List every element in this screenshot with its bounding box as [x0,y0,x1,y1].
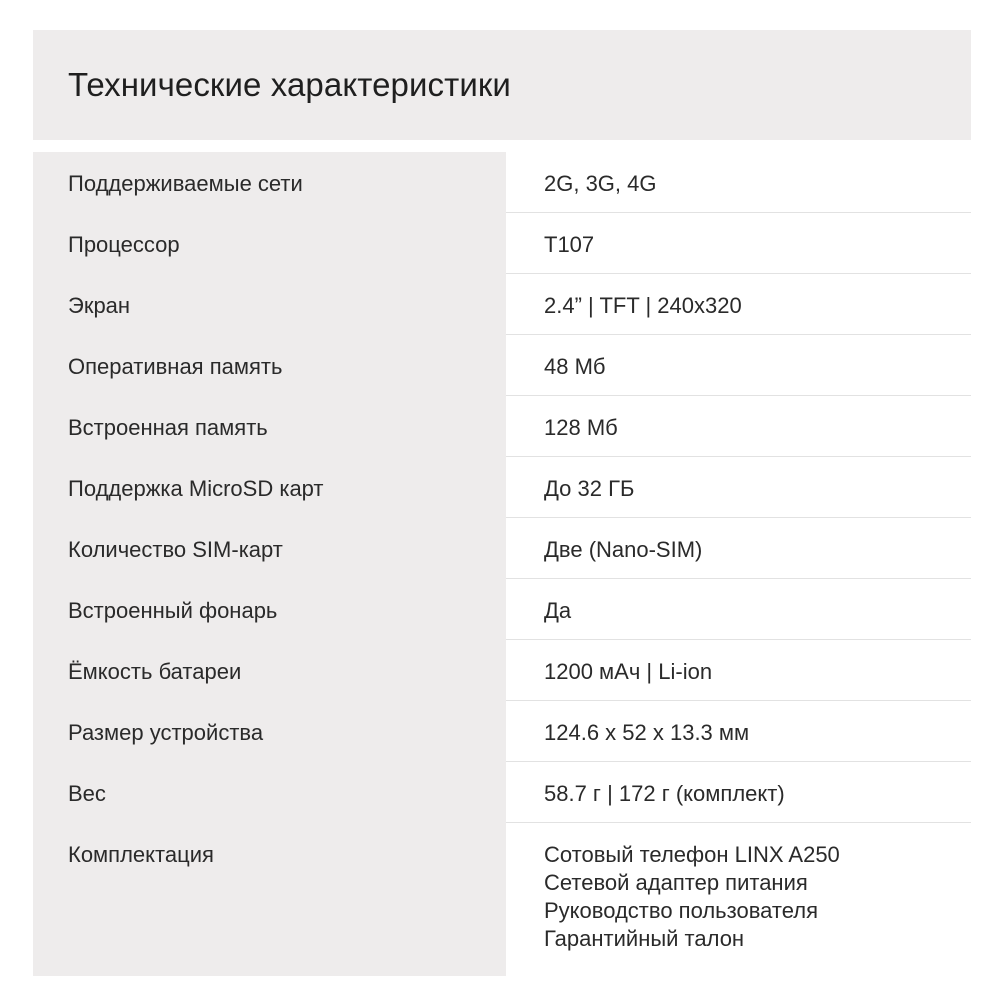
spec-value: 128 Мб [506,396,971,457]
spec-label: Встроенная память [68,415,268,440]
spec-value: 2.4” | TFT | 240x320 [506,274,971,335]
spec-label: Ёмкость батареи [68,659,242,684]
spec-value: 1200 мАч | Li-ion [506,640,971,701]
spec-value: Две (Nano-SIM) [506,518,971,579]
spec-row-storage [33,396,971,457]
spec-label: Комплектация [68,842,214,867]
spec-header [33,30,971,140]
spec-row-microsd [33,457,971,518]
package-item: Сетевой адаптер питания [544,870,808,895]
spec-value: 124.6 x 52 x 13.3 мм [506,701,971,762]
spec-label: Встроенный фонарь [68,598,278,623]
spec-row-screen [33,274,971,335]
spec-label: Оперативная память [68,354,283,379]
spec-row-sim [33,518,971,579]
spec-label: Поддержка MicroSD карт [68,476,324,501]
spec-value: 2G, 3G, 4G [506,152,971,213]
spec-label: Процессор [68,232,180,257]
spec-row-flashlight [33,579,971,640]
package-item: Гарантийный талон [544,926,745,951]
spec-value: T107 [506,213,971,274]
spec-row-size [33,701,971,762]
package-item: Сотовый телефон LINX A250 [544,842,840,867]
spec-row-networks [33,152,971,213]
spec-row-ram [33,335,971,396]
spec-label: Экран [68,293,131,318]
spec-label: Количество SIM-карт [68,537,283,562]
spec-row-processor [33,213,971,274]
spec-label: Вес [68,781,106,806]
package-item: Руководство пользователя [544,898,818,923]
spec-value: 48 Мб [506,335,971,396]
spec-table [33,152,971,973]
package-items [506,823,971,973]
spec-value: 58.7 г | 172 г (комплект) [506,762,971,823]
spec-row-package [33,823,971,973]
spec-value: Да [506,579,971,640]
spec-value: До 32 ГБ [506,457,971,518]
spec-row-battery [33,640,971,701]
spec-label: Размер устройства [68,720,264,745]
spec-row-weight [33,762,971,823]
page-title: Технические характеристики [68,66,511,103]
spec-label: Поддерживаемые сети [68,171,303,196]
